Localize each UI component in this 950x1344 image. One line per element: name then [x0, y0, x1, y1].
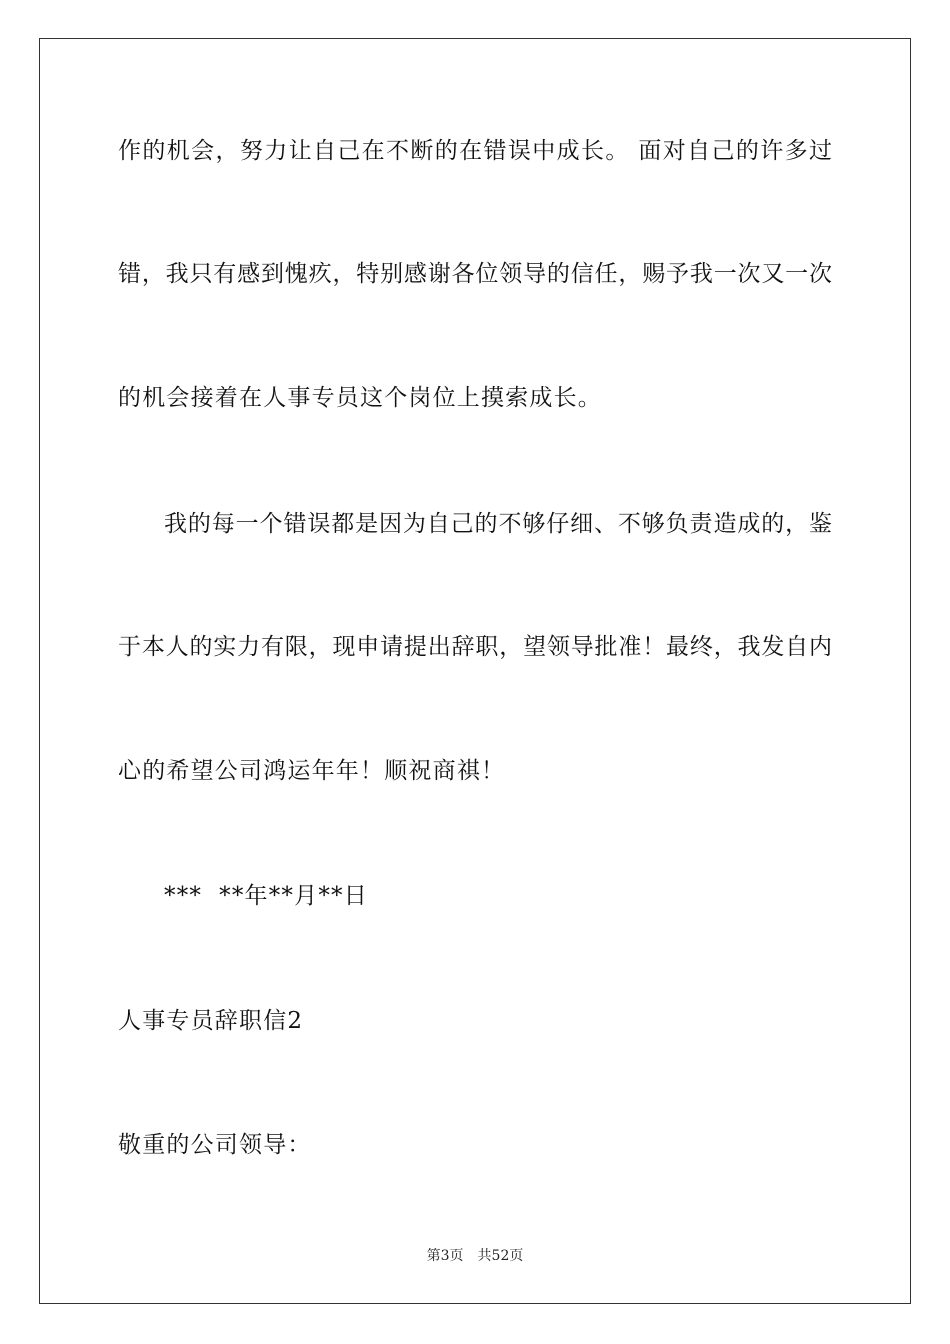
paragraph-line-6: 心的希望公司鸿运年年！顺祝商祺！: [118, 758, 506, 784]
signature-date-line: *** **年**月**日: [164, 883, 368, 909]
section-title: 人事专员辞职信2: [118, 1008, 304, 1034]
paragraph-line-1: 作的机会，努力让自己在不断的在错误中成长。 面对自己的许多过: [118, 138, 832, 164]
salutation: 敬重的公司领导：: [118, 1132, 312, 1158]
paragraph-line-5: 于本人的实力有限，现申请提出辞职，望领导批准！最终，我发自内: [118, 634, 832, 660]
page-footer: [0, 1247, 950, 1265]
page-number: 第3页: [426, 1248, 464, 1264]
paragraph-line-3: 的机会接着在人事专员这个岗位上摸索成长。: [118, 385, 602, 411]
paragraph-line-4: 我的每一个错误都是因为自己的不够仔细、不够负责造成的，鉴: [164, 511, 832, 537]
total-pages: 共52页: [477, 1248, 524, 1264]
page-border: [39, 38, 911, 1304]
paragraph-line-2: 错，我只有感到愧疚，特别感谢各位领导的信任，赐予我一次又一次: [118, 261, 832, 287]
